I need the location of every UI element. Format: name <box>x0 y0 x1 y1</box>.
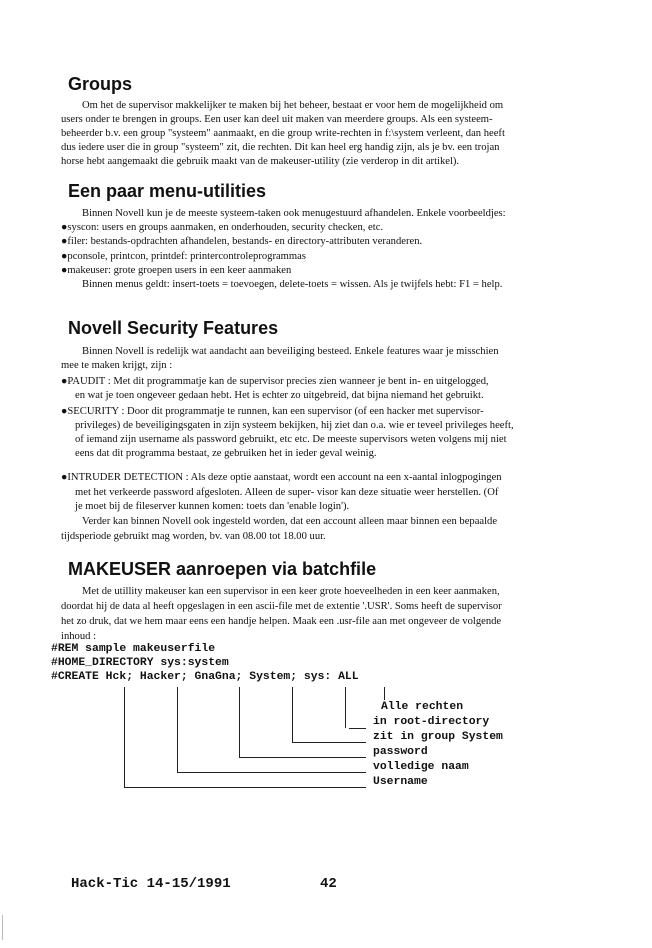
paragraph-line: tijdsperiode gebruikt mag worden, bv. van 08.00 tot 18.00 uur. <box>61 531 326 542</box>
bullet-item: ●PAUDIT : Met dit programmatje kan de supervisor precies zien wanneer je bent in- en uitgelogged, <box>61 376 489 387</box>
bullet-item: ●INTRUDER DETECTION : Als deze optie aanstaat, wordt een account na een x-aantal inlogpogingen <box>61 472 502 483</box>
paragraph-line: Met de utillity makeuser kan een supervisor in een keer grote hoeveelheden in een keer aanmaken, <box>82 586 500 597</box>
connector-rights <box>384 687 385 700</box>
connector-group <box>292 687 293 743</box>
connector-fullname-h <box>177 772 366 773</box>
paragraph-line: Binnen Novell kun je de meeste systeem-taken ook menugestuurd afhandelen. Enkele voorbeeldjes: <box>82 208 506 219</box>
bullet-item: ●makeuser: grote groepen users in een keer aanmaken <box>61 265 292 276</box>
code-line: #REM sample makeuserfile <box>51 643 216 655</box>
paragraph-line: Binnen menus geldt: insert-toets = toevoegen, delete-toets = wissen. Als je twijfels hebt: F1 = help. <box>82 279 503 290</box>
connector-username-h <box>124 787 366 788</box>
paragraph-line: mee te maken krijgt, zijn : <box>61 360 173 371</box>
bullet-item: ●syscon: users en groups aanmaken, en onderhouden, security checken, etc. <box>61 222 384 233</box>
annotation-rootdir: in root-directory <box>373 716 490 728</box>
paragraph-line: doordat hij de data al heeft opgeslagen in een ascii-file met de extentie '.USR'. Soms heeft de supervisor <box>61 601 502 612</box>
paragraph-line: Verder kan binnen Novell ook ingesteld worden, dat een account alleen maar binnen een bepaalde <box>82 516 498 527</box>
bullet-item: ●SECURITY : Door dit programmatje te runnen, kan een supervisor (of een hacker met supervisor- <box>61 406 484 417</box>
paragraph-line: Binnen Novell is redelijk wat aandacht aan beveiliging besteed. Enkele features waar je misschien <box>82 346 499 357</box>
connector-username <box>124 687 125 788</box>
connector-password-h <box>239 757 366 758</box>
annotation-fullname: volledige naam <box>373 761 469 773</box>
heading-menu-utilities: Een paar menu-utilities <box>68 181 267 201</box>
heading-makeuser: MAKEUSER aanroepen via batchfile <box>68 559 377 579</box>
bullet-continuation: je moet bij de fileserver kunnen komen: toets dan 'enable login'). <box>75 501 350 512</box>
connector-fullname <box>177 687 178 773</box>
connector-group-h <box>292 742 366 743</box>
paragraph-line: inhoud : <box>61 631 97 642</box>
scan-edge-mark <box>2 915 3 940</box>
heading-groups: Groups <box>68 74 133 94</box>
paragraph-line: beheerder b.v. een group "systeem" aanmaakt, en die group write-rechten in f:\system verleent, dan heeft <box>61 128 505 139</box>
bullet-continuation: of iemand zijn username als password gebruikt, etc etc. De meeste supervisors weten volgens mij niet <box>75 434 507 445</box>
bullet-continuation: privileges) de beveiligingsgaten in zijn systeem bekijken, hij ziet dan o.a. wie er teveel privileges heeft, <box>75 420 514 431</box>
footer-page-number: 42 <box>320 876 337 892</box>
bullet-item: ●filer: bestands-opdrachten afhandelen, bestands- en directory-attributen veranderen. <box>61 236 423 247</box>
connector-rootdir-h <box>349 728 366 729</box>
paragraph-line: users onder te brengen in groups. Een user kan deel uit maken van meerdere groups. Als een systeem- <box>61 114 493 125</box>
bullet-continuation: en wat je toen ongeveer gedaan hebt. Het is echter zo uitgebreid, dat bijna niemand het gebruikt. <box>75 390 484 401</box>
connector-password <box>239 687 240 758</box>
bullet-continuation: eens dat dit programma bestaat, ze gebruiken het in ieder geval weinig. <box>75 448 377 459</box>
footer-publication: Hack-Tic 14-15/1991 <box>71 876 231 892</box>
annotation-rights: Alle rechten <box>381 701 464 713</box>
code-line: #CREATE Hck; Hacker; GnaGna; System; sys: ALL <box>51 671 359 683</box>
annotation-group: zit in group System <box>373 731 503 743</box>
bullet-continuation: met het verkeerde password afgesloten. Alleen de super- visor kan deze situatie weer herstellen. (Of <box>75 487 499 498</box>
code-line: #HOME_DIRECTORY sys:system <box>51 657 229 669</box>
connector-rootdir <box>345 687 346 728</box>
annotation-username: Username <box>373 776 428 788</box>
annotation-password: password <box>373 746 428 758</box>
paragraph-line: Om het de supervisor makkelijker te maken bij het beheer, bestaat er voor hem de mogelijkheid om <box>82 100 504 111</box>
paragraph-line: horse hebt aangemaakt die gebruik maakt van de makeuser-utility (zie verderop in dit artikel). <box>61 156 460 167</box>
paragraph-line: het zo druk, dat we hem maar eens een handje helpen. Maak een .usr-file aan met ongeveer de volgende <box>61 616 502 627</box>
bullet-item: ●pconsole, printcon, printdef: printercontroleprogrammas <box>61 251 306 262</box>
paragraph-line: dus iedere user die in group "systeem" zit, die rechten. Dit kan heel erg handig zijn, als je bv. een trojan <box>61 142 500 153</box>
heading-security-features: Novell Security Features <box>68 318 279 338</box>
